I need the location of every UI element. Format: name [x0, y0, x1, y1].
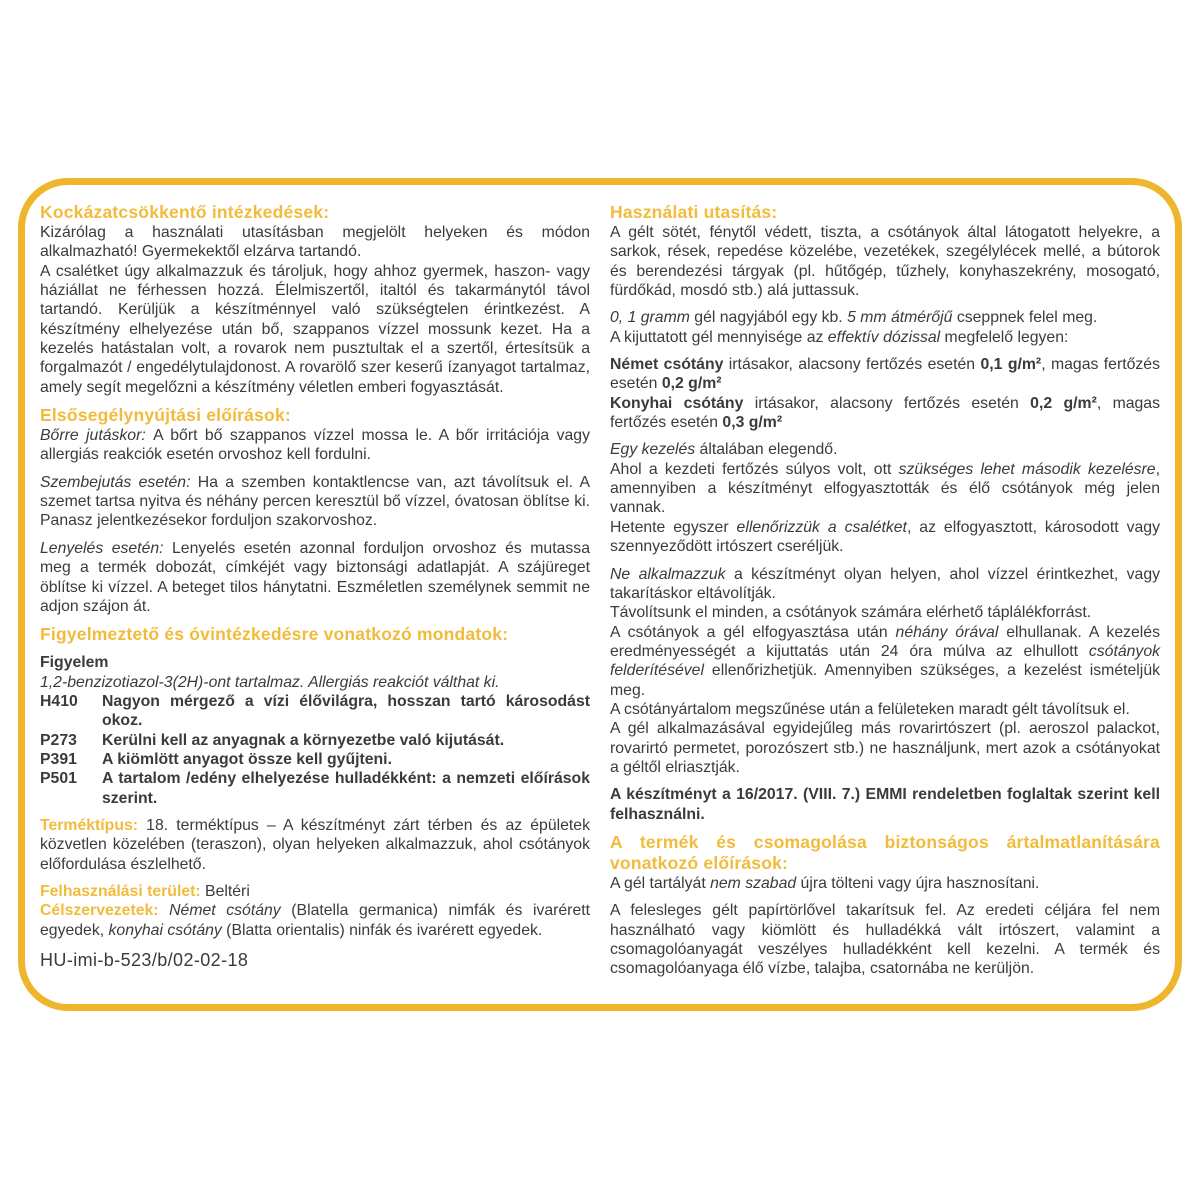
paragraph	[610, 308, 1160, 327]
paragraph	[40, 426, 590, 465]
paragraph	[610, 719, 1160, 777]
paragraph	[610, 565, 1160, 604]
text-segment: 0, 1 gramm	[610, 309, 690, 327]
paragraph	[610, 460, 1160, 518]
text-segment: megfelelő legyen:	[940, 328, 1069, 346]
paragraph	[610, 901, 1160, 978]
text-segment: 0,2 g/m²	[1030, 394, 1097, 412]
paragraph	[40, 653, 590, 672]
paragraph	[40, 882, 590, 901]
registration-number: HU-imi-b-523/b/02-02-18	[40, 950, 249, 970]
paragraph	[610, 355, 1160, 394]
paragraph	[40, 262, 590, 397]
text-segment: 0,1 g/m²	[980, 356, 1042, 374]
text-segment: Egy kezelés	[610, 441, 696, 459]
text-segment: (Blatella germanica) nimfák és ivarérett egyedek,	[40, 902, 591, 939]
text-segment: néhány órával	[895, 623, 999, 641]
hazard-code: P391	[40, 750, 77, 768]
text-segment: Terméktípus:	[40, 816, 147, 834]
section-heading: Használati utasítás:	[610, 202, 778, 222]
paragraph	[610, 518, 1160, 557]
paragraph	[610, 874, 1160, 893]
text-segment: Lenyelés esetén:	[40, 539, 173, 557]
text-segment: gél nagyjából egy kb.	[689, 309, 848, 327]
text-segment: Német csótány	[169, 902, 281, 920]
text-segment: cseppnek felel meg.	[952, 309, 1098, 327]
text-segment: , magas fertőzés esetén	[610, 394, 1160, 432]
text-segment: Kizárólag a használati utasításban megjelölt helyeken és módon alkalmazható! Gyermekektől elzárva tartandó.	[40, 224, 590, 261]
text-segment: A gél alkalmazásával egyidejűleg más rovarirtószert (pl. aeroszol palackot, rovarirtó permetet, porozószert stb.) ne használjunk, mert azok a csótányokat a géltől elriasztják.	[610, 720, 1160, 776]
section-heading: Kockázatcsökkentő intézkedések:	[40, 202, 330, 222]
hazard-code: P273	[40, 731, 77, 749]
paragraph	[40, 816, 590, 874]
text-segment: Felhasználási terület:	[40, 882, 206, 900]
text-segment: Beltéri	[205, 882, 250, 900]
product-label-panel	[18, 178, 1182, 1011]
text-segment: irtásakor, alacsony fertőzés esetén	[743, 394, 1031, 412]
text-segment: újra tölteni vagy újra hasznosítani.	[796, 874, 1040, 892]
section-heading: Elsősegélynyújtási előírások:	[40, 405, 291, 426]
text-segment: effektív dózissal	[827, 328, 941, 346]
hazard-code: H410	[40, 692, 78, 710]
paragraph	[610, 440, 1160, 459]
paragraph	[610, 785, 1160, 824]
text-segment: Német csótány	[610, 356, 724, 374]
hazard-code: P501	[40, 770, 77, 788]
paragraph	[40, 473, 590, 531]
hazard-text: Nagyon mérgező a vízi élővilágra, hosszan tartó károsodást okoz.	[102, 692, 590, 730]
text-segment: 0,3 g/m²	[722, 414, 783, 432]
text-segment: A kijuttatott gél mennyisége az	[610, 328, 828, 346]
text-segment: Távolítsunk el minden, a csótányok számára elérhető táplálékforrást.	[610, 604, 1092, 622]
paragraph	[40, 223, 590, 262]
text-segment: A gél tartályát	[610, 874, 711, 892]
text-segment: Lenyelés esetén azonnal forduljon orvoshoz és mutassa meg a termék dobozát, címkéjét vagy biztonsági adatlapját. A szájüreget öblítse ki vízzel. A beteget tilos hánytatni. Eszméletlen személynek semmit ne adjon szájon át.	[40, 539, 590, 615]
text-segment: Figyelem	[40, 654, 109, 672]
text-segment: A csótányártalom megszűnése után a felületeken maradt gélt távolítsuk el.	[610, 700, 1130, 718]
paragraph	[40, 539, 590, 616]
text-segment: 18. terméktípus – A készítményt zárt térben és az épületek közvetlen közelében (teraszon), olyan helyeken alkalmazzuk, ahol csótányok előfordulása észlelhető.	[40, 816, 590, 873]
section-heading: A termék és csomagolása biztonságos ártalmatlanítására vonatkozó előírások:	[610, 831, 1160, 873]
text-segment: csótányok felderítésével	[610, 642, 1160, 680]
hazard-text: Kerülni kell az anyagnak a környezetbe való kijutását.	[102, 731, 505, 749]
text-segment: Szembejutás esetén:	[40, 473, 198, 491]
text-segment: a készítményt olyan helyen, ahol vízzel érintkezhet, vagy takarításkor eltávolítják.	[610, 565, 1161, 602]
text-segment: Ahol a kezdeti fertőzés súlyos volt, ott	[610, 460, 899, 478]
text-segment: ellenőrizhetjük. Amennyiben szükséges, a kezelést ismételjük meg.	[610, 662, 1160, 699]
text-segment: irtásakor, alacsony fertőzés esetén	[723, 356, 981, 374]
hazard-text: A kiömlött anyagot össze kell gyűjteni.	[102, 750, 392, 768]
text-segment: , magas fertőzés esetén	[610, 356, 1160, 393]
paragraph	[610, 603, 1160, 622]
text-segment: Ha a szemben kontaktlencse van, azt távolítsuk el. A szemet tartsa nyitva és néhány percen keresztül bő vízzel, óvatosan öblítse ki. Panasz jelentkezésekor forduljon szakorvoshoz.	[40, 473, 590, 530]
text-segment: nem szabad	[710, 874, 797, 892]
text-segment: A felesleges gélt papírtörlővel takarítsuk fel. Az eredeti céljára fel nem használható vagy kiömlött és hulladékká vált irtószert, valamint a csomagolóanyagát veszélyes hulladékként kell kezelni. A termék és csomagolóanyaga élő vízbe, talajba, csatornába ne kerüljön.	[610, 902, 1160, 978]
paragraph	[610, 223, 1160, 300]
text-segment: 1,2-benzizotiazol-3(2H)-ont tartalmaz. Allergiás reakciót válthat ki.	[40, 673, 500, 691]
paragraph	[610, 328, 1160, 347]
text-segment: (Blatta orientalis) ninfák és ivarérett egyedek.	[221, 921, 543, 939]
column-right	[610, 202, 1160, 992]
text-segment: 5 mm átmérőjű	[847, 309, 953, 327]
paragraph	[40, 673, 590, 692]
text-segment: Bőrre jutáskor:	[40, 427, 154, 445]
paragraph	[610, 623, 1160, 700]
hazard-text: A tartalom /edény elhelyezése hulladékként: a nemzeti előírások szerint.	[102, 770, 590, 807]
label-columns	[40, 202, 1160, 992]
text-segment: ellenőrizzük a csalétket	[736, 518, 907, 536]
text-segment: A gélt sötét, fénytől védett, tiszta, a csótányok által látogatott helyekre, a sarkok, rések, repedése közelébe, vezetékek, szegélylécek mellé, a bútorok és berendezési tárgyak (pl. hűtőgép, tűzhely, konyhaszekrény, mosogató, fürdőkád, mosdó stb.) alá juttassuk.	[610, 224, 1160, 300]
hazard-statement	[40, 731, 590, 750]
section-heading: Figyelmeztető és óvintézkedésre vonatkozó mondatok:	[40, 624, 509, 645]
hazard-statement	[40, 692, 590, 731]
text-segment: Ne alkalmazzuk	[610, 565, 726, 583]
text-segment: Konyhai csótány	[610, 394, 744, 412]
hazard-statement	[40, 769, 590, 808]
hazard-statement	[40, 750, 590, 769]
text-segment: , az elfogyasztott, károsodott vagy szennyeződött irtószert cseréljük.	[610, 518, 1160, 556]
text-segment: 0,2 g/m²	[661, 375, 722, 393]
paragraph	[40, 901, 590, 940]
text-segment: Hetente egyszer	[610, 518, 737, 536]
text-segment: szükséges lehet második kezelésre	[898, 460, 1156, 478]
text-segment: konyhai csótány	[108, 921, 222, 939]
paragraph	[610, 394, 1160, 433]
paragraph	[610, 700, 1160, 719]
column-left	[40, 202, 590, 992]
text-segment: elhullanak. A kezelés eredményességét a kijuttatás után 24 óra múlva az elhullott	[610, 623, 1160, 660]
text-segment: A készítményt a 16/2017. (VIII. 7.) EMMI rendeletben foglaltak szerint kell felhasználni.	[610, 786, 1160, 823]
text-segment: általában elegendő.	[695, 441, 838, 459]
text-segment: , amennyiben a készítményt elfogyasztották és élő csótányok még jelen vannak.	[610, 460, 1160, 517]
text-segment: Célszervezetek:	[40, 902, 170, 920]
text-segment: A csalétket úgy alkalmazzuk és tároljuk, hogy ahhoz gyermek, haszon- vagy háziállat ne férhessen hozzá. Élelmiszertől, italtól és takarmánytól távol tartandó. Kerüljük a készítménnyel való szükségtelen érintkezést. A készítmény elhelyezése után bő, szappanos vízzel mossunk kezet. Ha a kezelés hatástalan volt, a rovarok nem pusztultak el a szertől, értesítsük a forgalmazót / engedélytulajdonost. A rovarölő szer keserű ízanyagot tartalmaz, amely segít megelőzni a készítmény véletlen emberi fogyasztását.	[40, 262, 590, 396]
text-segment: A csótányok a gél elfogyasztása után	[610, 623, 896, 641]
text-segment: A bőrt bő szappanos vízzel mossa le. A bőr irritációja vagy allergiás reakciók esetén orvoshoz kell fordulni.	[40, 427, 590, 464]
